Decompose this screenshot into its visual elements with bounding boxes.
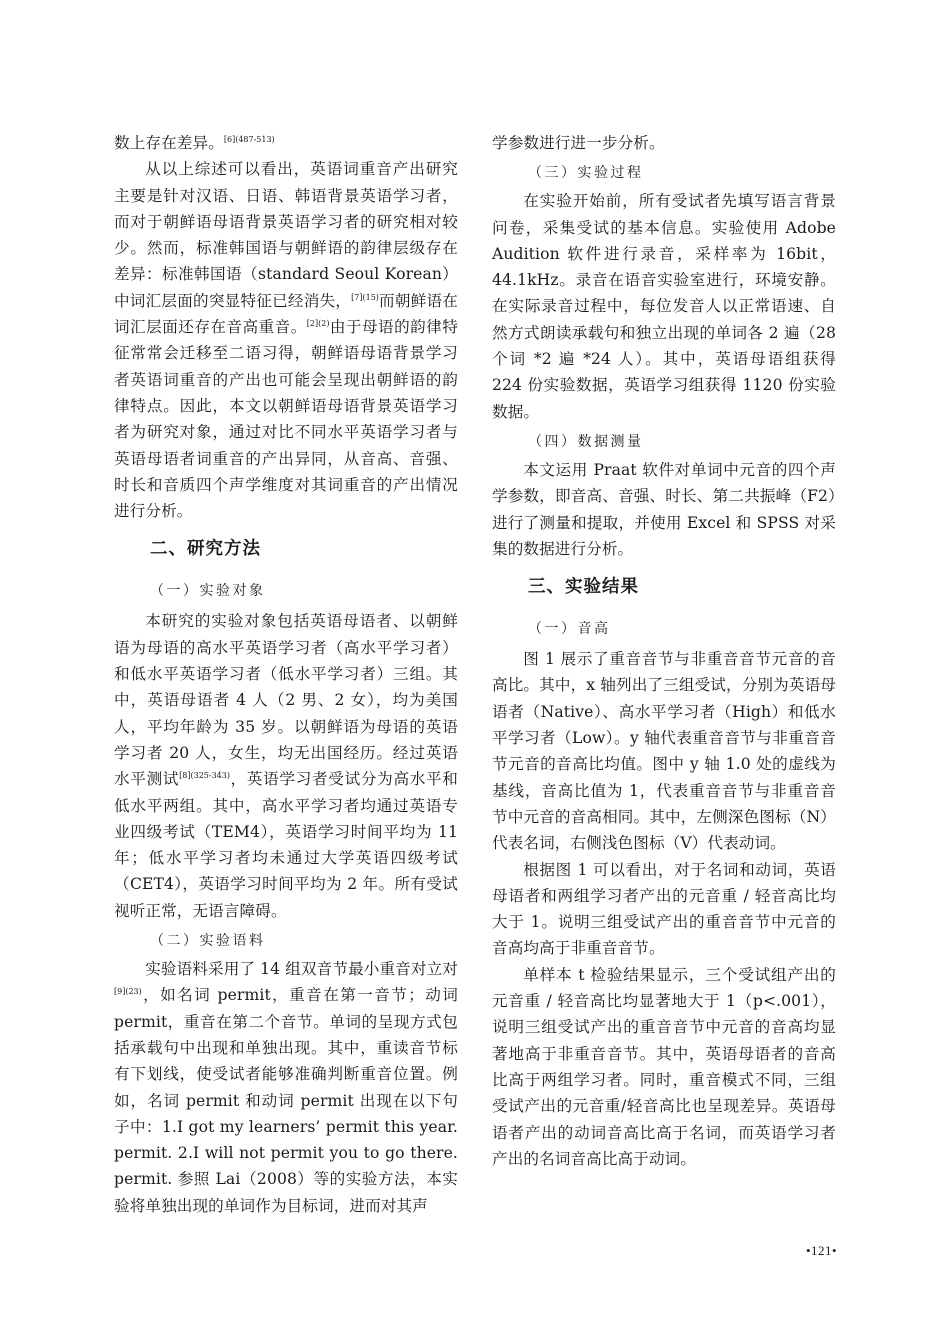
paragraph-literature-summary <box>114 156 458 524</box>
paragraph-procedure: 在实验开始前，所有受试者先填写语言背景问卷，采集受试的基本信息。实验使用 Adobe Audition 软件进行录音，采样率为 16bit，44.1kHz。录音在语音实验室进行，环境安静。在实际录音过程中，每位发音人以正常语速、自然方式朗读承载句和独立出现的单词各 2 遍（28 个词 *2 遍 *24 人）。其中，英语母语组获得 224 份实验数据，英语学习组获得 1120 份实验数据。 <box>492 192 836 421</box>
paragraph-result-2: 单样本 t 检验结果显示，三个受试组产出的元音重 / 轻音高比均显著地大于 1（p<.001），说明三组受试产出的重音音节中元音的音高均显著地高于非重音音节。其中，英语母语者的音高比高于两组学习者。同时，重音模式不同，三组受试产出的元音重/轻音高比也呈现差异。英语母语者产出的动词音高比高于名词，而英语学习者产出的名词音高比高于动词。 <box>492 965 836 1168</box>
paragraph-result-1: 根据图 1 可以看出，对于名词和动词，英语母语者和两组学习者产出的元音重 / 轻音高比均大于 1。说明三组受试产出的重音音节中元音的音高均高于非重音音节。 <box>492 860 836 958</box>
paragraph-text: 实验语料采用了 14 组双音节最小重音对立对 <box>145 960 458 979</box>
citation-ref: [8](325-343) <box>179 771 230 781</box>
subsection-heading-subjects: （一）实验对象 <box>150 583 266 600</box>
paragraph-text: ，如名词 permit，重音在第一音节；动词 permit，重音在第二个音节。单词的呈现方式包括承载句中出现和单独出现。其中，重读音节标有下划线，使受试者能够准确判断重音位置。例如，名词 permit 和动词 permit 出现在以下句子中：1.I got my learners’ permit this year. permit. 2.I will not permit you to go there. permit. 参照 Lai（2008）等的实验方法，本实验将单独出现的单词作为目标词，进而对其声 <box>114 986 458 1215</box>
paragraph-text: 而朝鲜语在词汇层面还存在音高重音。 <box>114 291 458 337</box>
subsection-heading-procedure: （三）实验过程 <box>528 165 644 182</box>
paragraph-text: 数上存在差异。 <box>114 134 224 152</box>
paragraph-figure1-description: 图 1 展示了重音音节与非重音音节元音的音高比。其中，x 轴列出了三组受试，分别为英语母语者（Native）、高水平学习者（High）和低水平学习者（Low）。y 轴代表重音音节与非重音音节元音的音高比均值。图中 y 轴 1.0 处的虚线为基线，音高比值为 1，代表重音音节与非重音音节中元音的音高相同。其中，左侧深色图标（N）代表名词，右侧浅色图标（V）代表动词。 <box>492 650 836 853</box>
page-number: •121• <box>806 1243 838 1258</box>
paragraph-subjects <box>114 608 458 924</box>
citation-ref: [9](23) <box>114 987 142 997</box>
paragraph-text: 从以上综述可以看出，英语词重音产出研究主要是针对汉语、日语、韩语背景英语学习者，而对于朝鲜语母语背景英语学习者的研究相对较少。然而，标准韩国语与朝鲜语的韵律层级存在差异：标准韩国语（standard Seoul Korean）中词汇层面的突显特征已经消失， <box>114 160 458 310</box>
subsection-heading-materials: （二）实验语料 <box>150 933 266 950</box>
section-heading-results: 三、实验结果 <box>528 577 639 598</box>
paragraph-text: ，英语学习者受试分为高水平和低水平两组。其中，高水平学习者均通过英语专业四级考试（TEM4），英语学习时间平均为 11 年；低水平学习者均未通过大学英语四级考试（CET4），英语学习时间平均为 2 年。所有受试视听正常，无语言障碍。 <box>114 770 458 920</box>
paragraph-text: 本研究的实验对象包括英语母语者、以朝鲜语为母语的高水平英语学习者（高水平学习者）和低水平英语学习者（低水平学习者）三组。其中，英语母语者 4 人（2 男、2 女），均为美国人，平均年龄为 35 岁。以朝鲜语为母语的英语学习者 20 人，女生，均无出国经历。经过英语水平测试 <box>114 612 458 789</box>
paragraph-continued <box>114 130 458 156</box>
citation-ref: [7](15) <box>351 292 379 302</box>
citation-ref: [2](2) <box>306 319 330 329</box>
citation-ref: [6](487-513) <box>223 135 275 144</box>
subsection-heading-pitch: （一）音高 <box>528 621 611 638</box>
paragraph-text: 由于母语的韵律特征常常会迁移至二语习得，朝鲜语母语背景学习者英语词重音的产出也可能会呈现出朝鲜语的韵律特点。因此，本文以朝鲜语母语背景英语学习者为研究对象，通过对比不同水平英语学习者与英语母语者词重音的产出异同，从音高、音强、时长和音质四个声学维度对其词重音的产出情况进行分析。 <box>114 318 458 521</box>
paragraph-continued: 学参数进行进一步分析。 <box>492 134 665 152</box>
section-heading-methods: 二、研究方法 <box>150 539 261 560</box>
subsection-heading-measurement: （四）数据测量 <box>528 433 644 450</box>
left-column <box>114 130 458 1219</box>
paragraph-materials <box>114 956 458 1219</box>
paragraph-measurement: 本文运用 Praat 软件对单词中元音的四个声学参数，即音高、音强、时长、第二共振峰（F2）进行了测量和提取，并使用 Excel 和 SPSS 对采集的数据进行分析。 <box>492 460 836 558</box>
right-column <box>492 130 836 1172</box>
